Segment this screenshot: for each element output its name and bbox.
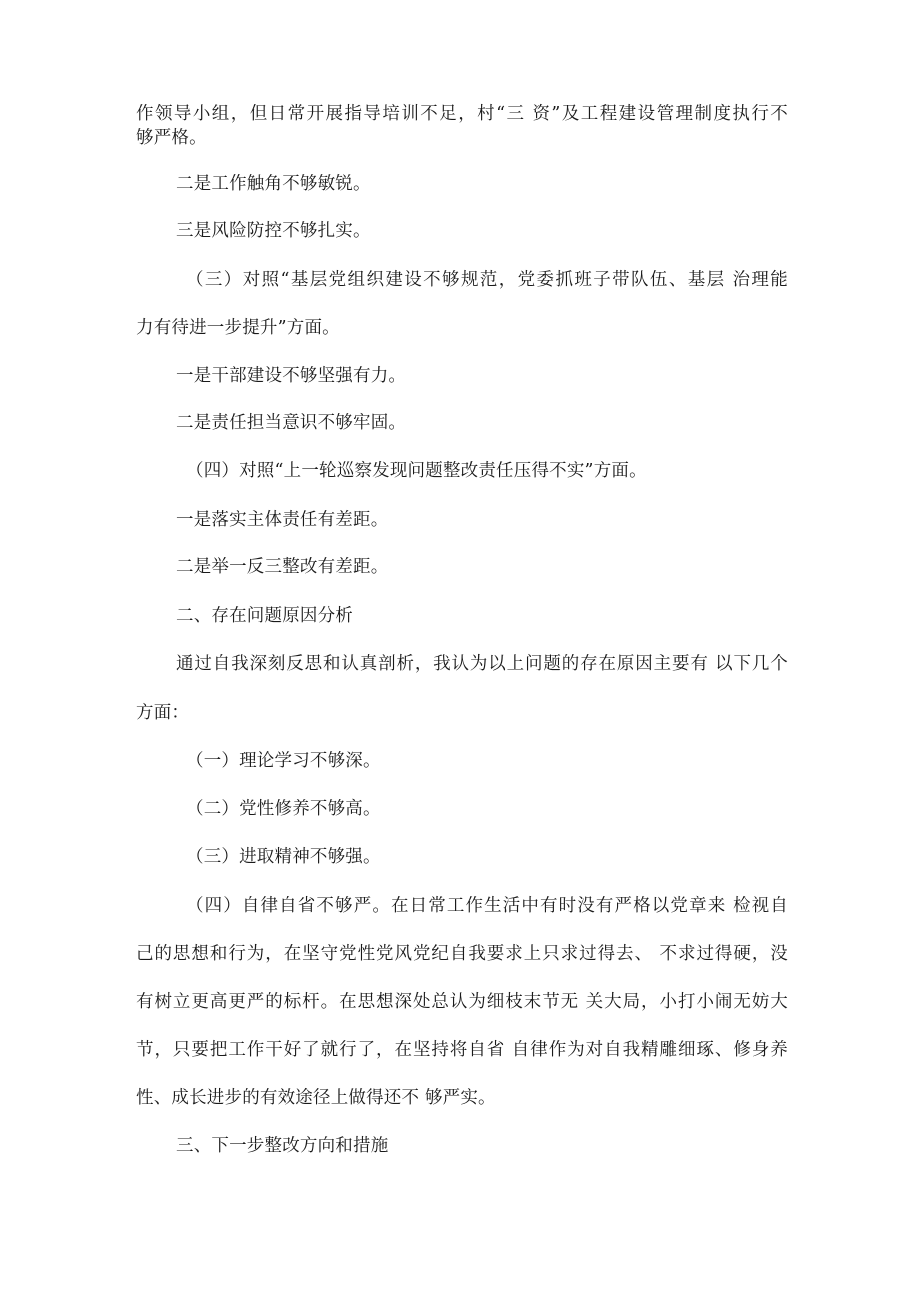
paragraph-line: 有树立更高更严的标杆。在思想深处总认为细枝末节无 关大局，小打小闹无妨大 xyxy=(136,992,788,1012)
paragraph-line: 一是落实主体责任有差距。 xyxy=(176,510,389,530)
section-heading: （四）对照“上一轮巡察发现问题整改责任压得不实”方面。 xyxy=(186,461,647,481)
paragraph-line: 三是风险防控不够扎实。 xyxy=(176,221,371,241)
paragraph-line: （三）对照“基层党组织建设不够规范，党委抓班子带队伍、基层 治理能 xyxy=(186,270,788,290)
paragraph-line: 方面： xyxy=(136,703,190,723)
paragraph-line: 二是工作触角不够敏锐。 xyxy=(176,174,371,194)
paragraph-line: 节，只要把工作干好了就行了，在坚持将自省 自律作为对自我精雕细琢、修身养 xyxy=(136,1040,788,1060)
paragraph-line: 二是责任担当意识不够牢固。 xyxy=(176,413,407,433)
paragraph-line: 己的思想和行为，在坚守党性党风党纪自我要求上只求过得去、 不求过得硬，没 xyxy=(136,944,788,964)
section-heading: 三、下一步整改方向和措施 xyxy=(176,1136,389,1156)
section-heading: （二）党性修养不够高。 xyxy=(186,799,381,819)
section-heading: （三）进取精神不够强。 xyxy=(186,847,381,867)
paragraph-line: 够严格。 xyxy=(136,128,207,148)
section-heading: 二、存在问题原因分析 xyxy=(176,606,353,626)
paragraph-line: 通过自我深刻反思和认真剖析，我认为以上问题的存在原因主要有 以下几个 xyxy=(176,654,788,674)
paragraph-line: （四）自律自省不够严。在日常工作生活中有时没有严格以党章来 检视自 xyxy=(186,896,788,916)
paragraph-line: 一是干部建设不够坚强有力。 xyxy=(176,366,407,386)
section-heading: （一）理论学习不够深。 xyxy=(186,751,381,771)
paragraph-line: 作领导小组，但日常开展指导培训不足，村“三 资”及工程建设管理制度执行不 xyxy=(136,104,788,124)
paragraph-line: 力有待进一步提升”方面。 xyxy=(136,318,340,338)
paragraph-line: 性、成长进步的有效途径上做得还不 够严实。 xyxy=(136,1088,496,1108)
paragraph-line: 二是举一反三整改有差距。 xyxy=(176,557,389,577)
